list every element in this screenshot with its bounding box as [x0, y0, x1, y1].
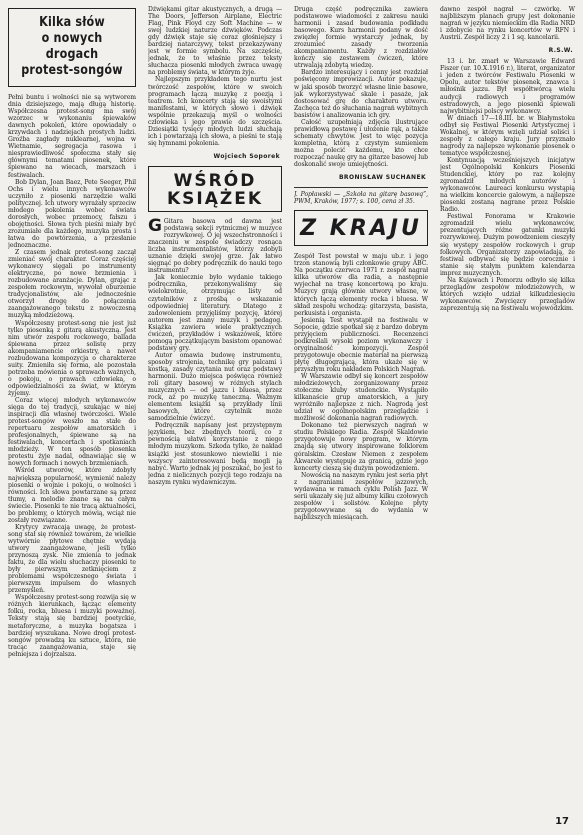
- article-title-line: o nowych drogach: [41, 31, 103, 62]
- drop-cap: G: [148, 215, 162, 236]
- column-4: [440, 6, 575, 815]
- body-paragraph: Bob Dylan, Joan Baez, Pete Seeger, Phil Ochs i wielu innych wykonawców uczyniło z piosenki narzędzie walki politycznej. Ich utwory wyrażały sprzeciw młodego pokolenia wobec świata dorosłych, wobec przemocy, fałszu i obojętności. Słowa tych pieśni miały być zrozumiałe dla każdego, muzyka prosta i łatwa do powtórzenia, a przesłanie jednoznaczne.: [8, 178, 136, 249]
- body-paragraph: Festiwal Fonorama w Krakowie zgromadził wielu wykonawców, prezentujących różne gatunki muzyki rozrywkowej. Dużym powodzeniem cieszyły się występy zespołów rockowych i grup folkowych. Organizatorzy zapowiadają, że festiwal odbywać się będzie corocznie i stanie się stałym punktem kalendarza imprez muzycznych.: [440, 213, 575, 277]
- body-paragraph: Jak koniecznie było wydanie takiego podręcznika, przekonywaliśmy się wielokrotnie, otrzymując listy od czytelników z prośbą o wskazanie odpowiedniej literatury. Dlatego z zadowoleniem przyjęliśmy pozycję, której autorem jest znany muzyk i pedagog. Książka zawiera wiele praktycznych ćwiczeń, przykładów i wskazówek, które pomogą początkującym basistom opanować podstawy gry.: [148, 274, 282, 352]
- body-paragraph: Wśród utworów, które zdobyły największą popularność, wymienić należy piosenki o wojnie i pokoju, o wolności i równości. Ich słowa powtarzane są przez tłumy, a melodie znane są na całym świecie. Piosenki te nie tracą aktualności, bo problemy, o których mówią, wciąż nie zostały rozwiązane.: [8, 467, 136, 524]
- author-signature: R.S.W.: [548, 47, 573, 55]
- body-paragraph: Zespół Test powstał w maju ub.r. i jego trzon stanowią byli członkowie grupy ABC. Na początku czerwca 1971 r. zespół nagrał kilka utworów dla radia, a następnie wyjechał na trasę koncertową po kraju. Muzycy grają głównie utwory własne, w których łączą elementy rocka i bluesa. W skład zespołu wchodzą: gitarzysta, basista, perkusista i organista.: [294, 253, 428, 317]
- author-signature: BRONISŁAW SUCHANEK: [338, 174, 426, 182]
- body-paragraph: Dźwiękami gitar akustycznych, a drugą — The Doors, Jefferson Airplane, Electric Flag, Pink Floyd czy Soft Machine — w swej ludzkiej naturze dźwięków. Podczas gdy dźwięk staje się coraz głośniejszy i bardziej natarczywy, tekst przekazywany jest w formie symbolu. Na szczęście, jednak, że to właśnie przez teksty słuchacza piosenki młodych zwraca uwagę na problemy świata, w którym żyje.: [148, 6, 282, 77]
- body-paragraph: 13 i. br. zmarł w Warszawie Edward Fiszer (ur. 10.X.1916 r.), literat, organizator i jeden z twórców Festiwalu Piosenki w Opolu, autor tekstów piosenek, znawca i miłośnik jazzu. Był współtwórcą wielu audycji radiowych i programów estradowych, a jego piosenki śpiewali najwybitniejsi polscy wykonawcy.: [440, 58, 575, 115]
- body-paragraph: W dniach 17—18.III. br. w Białymstoku odbył się Festiwal Piosenki Artystycznej i Wokalnej, w którym wzięli udział soliści i zespoły z całego kraju. Jury przyznało nagrody za najlepsze wykonanie piosenek o tematyce współczesnej.: [440, 114, 575, 157]
- page-number: 17: [555, 816, 569, 827]
- body-paragraph: Dokonano też pierwszych nagrań w studiu Polskiego Radia. Zespół Skaldowie przygotowuje nowy program, w którym znajdą się utwory inspirowane folklorem góralskim. Czesław Niemen z zespołem Akwarele występuje za granicą, gdzie jego koncerty cieszą się dużym powodzeniem.: [294, 422, 428, 472]
- body-paragraph: Podręcznik napisany jest przystępnym językiem, bez zbędnych teorii, co z pewnością ułatwi korzystanie z niego młodym muzykom. Szkoda tylko, że nakład książki jest stosunkowo niewielki i nie wszyscy zainteresowani będą mogli ją nabyć. Warto jednak jej poszukać, bo jest to jedna z nielicznych pozycji tego rodzaju na naszym rynku wydawniczym.: [148, 422, 282, 486]
- body-paragraph: Na Kujawach i Pomorzu odbyło się kilka przeglądów zespołów młodzieżowych, w których wzięło udział kilkudziesięciu wykonawców. Zwycięzcy przeglądów zaprezentują się na festiwalu wojewódzkim.: [440, 276, 575, 312]
- body-paragraph: Coraz więcej młodych wykonawców sięga do tej tradycji, szukając w niej inspiracji dla własnej twórczości. Wiele protest-songów weszło na stałe do repertuaru zespołów amatorskich i profesjonalnych, śpiewane są na festiwalach, koncertach i spotkaniach młodzieży. W ten sposób piosenka protestu żyje nadal, odnawiając się w nowych formach i nowych brzmieniach.: [8, 397, 136, 468]
- body-paragraph: Współczesny protest-song nie jest już tylko piosenką z gitarą akustyczną. Jest nim utwór zespołu rockowego, ballada śpiewana przez solistę przy akompaniamencie orkiestry, a nawet rozbudowana kompozycja o charakterze suity. Zmieniła się forma, ale pozostała potrzeba mówienia o sprawach ważnych, o pokoju, o prawach człowieka, o odpowiedzialności za świat, w którym żyjemy.: [8, 319, 136, 397]
- body-paragraph: Kontynuacją wcześniejszych inicjatyw jest Ogólnopolski Konkurs Piosenki Studenckiej, który po raz kolejny zgromadził młodych autorów i wykonawców. Laureaci konkursu wystąpią na wielkim koncercie galowym, a najlepsze piosenki zostaną nagrane przez Polskie Radio.: [440, 156, 575, 214]
- column-2: [148, 6, 282, 829]
- body-paragraph: Autor omawia budowę instrumentu, sposoby strojenia, technikę gry palcami i kostką, zasady czytania nut oraz podstawy harmonii. Dużo miejsca poświęca również roli gitary basowej w różnych stylach muzycznych — od jazzu i bluesa, przez rock, aż po muzykę taneczną. Ważnym elementem książki są przykłady linii basowych, które czytelnik może samodzielnie ćwiczyć.: [148, 351, 282, 423]
- divider: [294, 187, 428, 188]
- column-3: [294, 6, 428, 829]
- body-paragraph: Z czasem jednak protest-song zaczął zmieniać swój charakter. Coraz częściej wykonawcy sięgali po instrumenty elektryczne, po nowe brzmienia i rozbudowane aranżacje. Dylan, grając z zespołem rockowym, wywołał oburzenie tradycjonalistów, ale jednocześnie otworzył drogę do połączenia zaangażowanego tekstu z nowoczesną muzyką młodzieżową.: [8, 249, 136, 320]
- section-title: WŚRÓD KSIĄŻEK: [148, 166, 282, 212]
- article-title-box: [8, 8, 136, 87]
- body-paragraph: Pełni buntu i wolności nie są wytworem dnia dzisiejszego, mają długą historię. Współczesna protest-song ma swój wzorzec w wykonaniu śpiewaków dawnych pokoleń, które opowiadały o krzywdach i nadziejach prostych ludzi. Groźba zagłady nuklearnej, wojna w Wietnamie, segregacja rasowa i niesprawiedliwość społeczna stały się głównymi tematami piosenek, które śpiewano na wiecach, marszach i festiwalach.: [8, 94, 136, 179]
- body-paragraph: Najlepszym przykładem tego nurtu jest twórczość zespołów, które w swoich programach łączą muzykę z poezją i teatrem. Ich koncerty stają się swoistymi manifestami, w których słowo i dźwięk wspólnie przekazują myśl o wolności człowieka i jego prawie do szczęścia. Dziesiątki tysięcy młodych ludzi słuchają ich i powtarzają ich słowa, a pieśni te stają się hymnami pokolenia.: [148, 76, 282, 147]
- body-paragraph: Nowością na naszym rynku jest seria płyt z nagraniami zespołów jazzowych, wydawana w ramach cyklu Polish Jazz. W serii ukazały się już albumy kilku czołowych zespołów i solistów. Kolejne płyty przygotowywane są do wydania w najbliższych miesiącach.: [294, 471, 428, 521]
- body-paragraph: Bardzo interesujący i cenny jest rozdział poświęcony improwizacji. Autor pokazuje, w jaki sposób tworzyć własne linie basowe, jak wykorzystywać skale i pasaże, jak dostosować grę do charakteru utworu. Zachęca też do słuchania nagrań wybitnych basistów i analizowania ich gry.: [294, 69, 428, 119]
- body-paragraph: W Warszawie odbył się koncert zespołów młodzieżowych, zorganizowany przez stołeczne kluby studenckie. Wystąpiło kilkanaście grup amatorskich, a jury wyróżniło najlepsze z nich. Nagrodą jest udział w ogólnopolskim przeglądzie i możliwość dokonania nagrań radiowych.: [294, 373, 428, 423]
- article-title-line: protest-songów: [21, 63, 123, 78]
- body-paragraph: Krytycy zwracają uwagę, że protest-song stał się również towarem, że wielkie wytwórnie płytowe chętnie wydają utwory zaangażowane, jeśli tylko przynoszą zysk. Nie zmienia to jednak faktu, że dla wielu słuchaczy piosenki te były pierwszym zetknięciem z problemami współczesnego świata i pierwszym impulsem do własnych przemyśleń.: [8, 523, 136, 595]
- body-paragraph: Druga część podręcznika zawiera podstawowe wiadomości z zakresu nauki harmonii i zasad budowania podkładu basowego. Kurs harmonii podany w dość zwięzłej formie wystarczy jednak, by zrozumieć zasady tworzenia akompaniamentu. Każdy z rozdziałów kończy się zestawem ćwiczeń, które utrwalają zdobytą wiedzę.: [294, 6, 428, 70]
- body-paragraph: dawno zespół nagrał — czwórkę. W najbliższym planach grupy jest dokonanie nagrań w języku niemieckim dla Radia NRD i zdobycie na rynku koncertów w RFN i Austrii. Zespół liczy 2 i 1 sq. kancelarii.: [440, 6, 575, 42]
- bibliographic-note: J. Popławski — „Szkoła na gitarę basową”, PWM, Kraków, 1977; s. 100, cena zł 35.: [294, 191, 428, 206]
- body-paragraph: G Gitara basowa od dawna jest podstawą sekcji rytmicznej w muzyce rozrywkowej. O jej wszechstronności i znaczeniu w zespole świadczy rosnąca liczba instrumentalistów, którzy zdobyli uznanie dzięki swojej grze. Jak łatwo sięgnąć po dobry podręcznik do nauki tego instrumentu?: [148, 215, 282, 275]
- column-1: [8, 6, 136, 829]
- body-paragraph: Jesienią Test wystąpił na festiwalu w Sopocie, gdzie spotkał się z bardzo dobrym przyjęciem publiczności. Recenzenci podkreślali wysoki poziom wykonawczy i oryginalność kompozycji. Zespół przygotowuje obecnie materiał na pierwszą płytę długogrającą, która ukaże się w przyszłym roku nakładem Polskich Nagrań.: [294, 316, 428, 373]
- body-paragraph: Całość uzupełniają zdjęcia ilustrujące prawidłową postawę i ułożenie rąk, a także schematy chwytów. Jest to więc pozycja kompletna, którą z czystym sumieniem można polecić każdemu, kto chce rozpocząć naukę gry na gitarze basowej lub doskonalić swoje umiejętności.: [294, 118, 428, 169]
- author-signature: Wojciech Soporek: [213, 152, 280, 160]
- magazine-page: [8, 6, 575, 829]
- article-title-line: Kilka słów: [39, 15, 105, 30]
- body-paragraph: Współczesny protest-song rozwija się w różnych kierunkach, łącząc elementy folku, rocka, bluesa i muzyki poważnej. Teksty stają się bardziej poetyckie, metaforyczne, a muzyka bogatsza i bardziej wyszukana. Nowe drogi protest-songów prowadzą ku sztuce, która, nie tracąc zaangażowania, staje się pełniejsza i dojrzalsza.: [8, 594, 136, 658]
- section-title: Z KRAJU: [294, 210, 428, 246]
